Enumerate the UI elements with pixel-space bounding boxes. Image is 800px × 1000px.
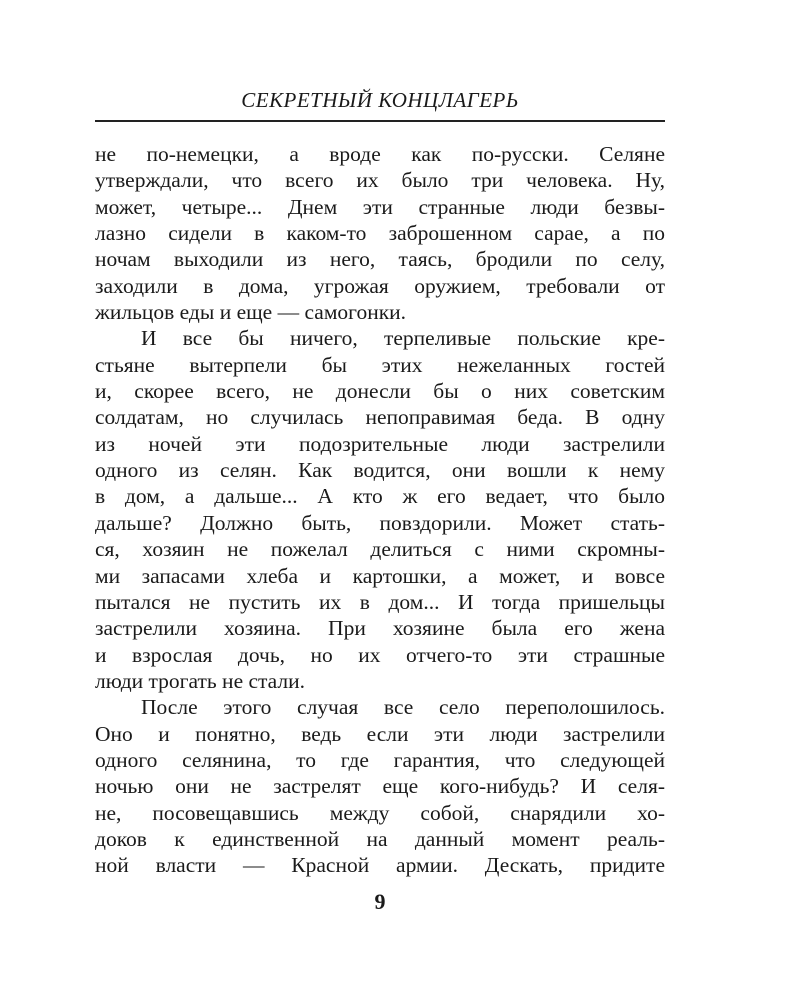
paragraph-3 <box>95 694 665 878</box>
text-line: заходили в дома, угрожая оружием, требовали от <box>95 273 665 298</box>
text-line: пытался не пустить их в дом... И тогда пришельцы <box>95 589 665 614</box>
running-header-title: СЕКРЕТНЫЙ КОНЦЛАГЕРЬ <box>241 88 519 112</box>
text-line: одного из селян. Как водится, они вошли к нему <box>95 458 665 483</box>
text-line: доков к единственной на данный момент реаль- <box>95 826 665 851</box>
text-line: После этого случая все село переполошилось. <box>141 695 665 720</box>
text-line: одного селянина, то где гарантия, что следующей <box>95 747 665 772</box>
text-line: ночам выходили из него, таясь, бродили по селу, <box>95 247 665 272</box>
text-line: застрелили хозяина. При хозяине была его жена <box>95 616 665 641</box>
text-line: не, посовещавшись между собой, снарядили хо- <box>95 800 665 825</box>
text-line: не по-немецки, а вроде как по-русски. Селяне <box>95 142 665 166</box>
text-line: солдатам, но случилась непоправимая беда. В одну <box>95 405 665 430</box>
text-line: ми запасами хлеба и картошки, а может, и вовсе <box>95 563 665 588</box>
text-line: может, четыре... Днем эти странные люди безвы- <box>95 194 665 219</box>
paragraph-2 <box>95 325 665 694</box>
body-text <box>95 141 665 879</box>
text-line: и, скорее всего, не донесли бы о них советским <box>95 379 665 404</box>
text-line: жильцов еды и еще — самогонки. <box>95 300 407 325</box>
text-line: лазно сидели в каком-то заброшенном сарае, а по <box>95 221 665 246</box>
text-line: дальше? Должно быть, повздорили. Может стать- <box>95 510 665 535</box>
text-line: И все бы ничего, терпеливые польские кре- <box>141 326 665 351</box>
text-line: в дом, а дальше... А кто ж его ведает, что было <box>95 484 665 509</box>
text-line: и взрослая дочь, но их отчего-то эти страшные <box>95 642 665 667</box>
text-line: ся, хозяин не пожелал делиться с ними скромны- <box>95 537 665 562</box>
text-line: из ночей эти подозрительные люди застрелили <box>95 431 665 456</box>
header-divider <box>95 120 665 122</box>
paragraph-1 <box>95 141 665 325</box>
text-line: стьяне вытерпели бы этих нежеланных гостей <box>95 352 665 377</box>
page-number: 9 <box>374 889 386 914</box>
text-line: ночью они не застрелят еще кого-нибудь? И селя- <box>95 774 665 799</box>
text-line: люди трогать не стали. <box>95 668 306 693</box>
text-line: Оно и понятно, ведь если эти люди застрелили <box>95 721 665 746</box>
text-line: утверждали, что всего их было три человека. Ну, <box>95 168 665 193</box>
text-line: ной власти — Красной армии. Дескать, придите <box>95 853 665 878</box>
